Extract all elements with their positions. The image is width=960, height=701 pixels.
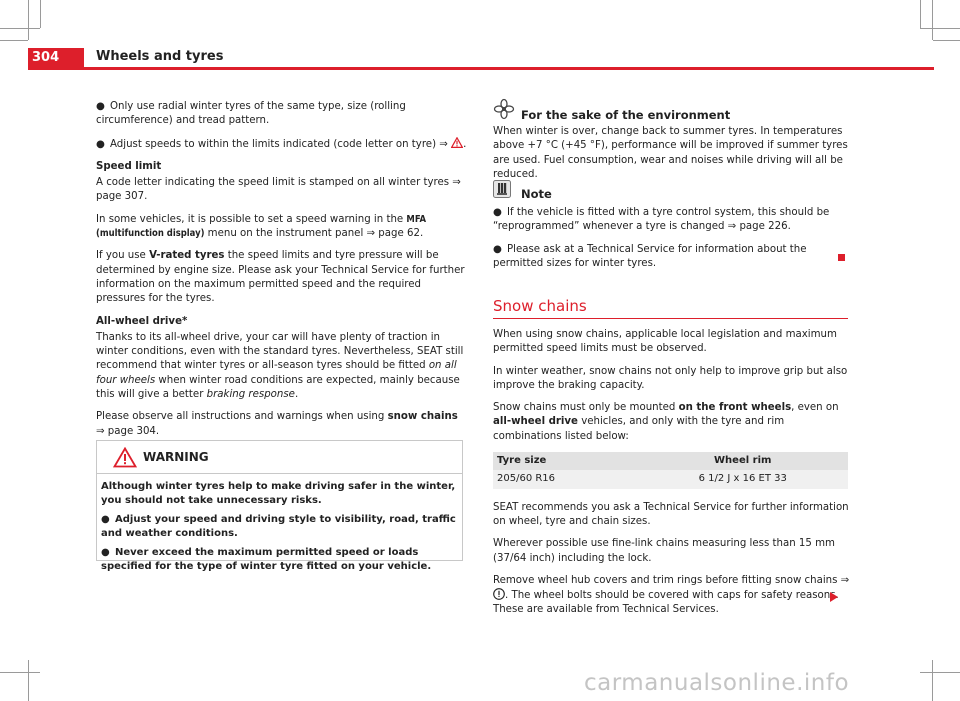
warning-header: [97, 441, 462, 474]
warning-triangle-icon: [113, 447, 137, 468]
speed-limit-text: A code letter indicating the speed limit is stamped on all winter tyres ⇒ page 307.: [96, 177, 461, 203]
snow-chains-p3: Snow chains must only be mounted on the front wheels, even on all-wheel drive vehicles, and only with the tyre and rim combinations listed below:: [493, 402, 839, 442]
table-cell: 6 1/2 J x 16 ET 33: [637, 470, 848, 488]
caution-circle-icon[interactable]: [493, 588, 505, 600]
environment-section: [493, 102, 853, 190]
crop-mark: [920, 28, 960, 29]
mfa-term: MFA (multifunction display): [96, 213, 427, 240]
table-cell: 205/60 R16: [493, 470, 637, 488]
left-column: [96, 100, 468, 447]
page-number: 304: [28, 48, 84, 68]
mfa-paragraph: In some vehicles, it is possible to set a speed warning in the MFA (multifunction display) menu on the instrument panel ⇒ page 62.: [96, 213, 427, 240]
note-item: ● Please ask at a Technical Service for information about the permitted sizes for winter tyres.: [493, 243, 807, 269]
snow-chains-p5: Wherever possible use fine-link chains measuring less than 15 mm (37/64 inch) including the lock.: [493, 538, 835, 564]
table-header-cell: Tyre size: [493, 452, 637, 470]
crop-mark: [0, 672, 40, 673]
crop-mark: [0, 28, 40, 29]
environment-text: When winter is over, change back to summer tyres. In temperatures above +7 °C (+45 °F), performance will be improved if summer tyres are used. Fuel consumption, wear and noises while driving will all be reduced.: [493, 126, 848, 180]
watermark: carmanualsonline.info: [584, 670, 850, 696]
warning-body: Although winter tyres help to make driving safer in the winter, you should not take unnecessary risks. ● Adjust your speed and driving style to visibility, road, traffic and weather conditions. ● Never exceed the maximum permitted speed or loads specified for the type of winter tyre fitted on your vehicle.: [101, 481, 456, 572]
warning-title: WARNING: [143, 450, 209, 464]
page-title: Wheels and tyres: [96, 49, 224, 64]
snow-chains-p2: In winter weather, snow chains not only help to improve grip but also improve the braking capacity.: [493, 365, 848, 391]
vrated-paragraph: If you use V-rated tyres the speed limits and tyre pressure will be determined by engine size. Please ask your Technical Service for further information on the maximum permitted speed and the required pressures for the tyres.: [96, 250, 465, 305]
header-rule: [28, 67, 934, 70]
note-title: Note: [521, 187, 552, 201]
warning-triangle-icon[interactable]: [451, 137, 463, 148]
crop-mark: [932, 0, 933, 40]
environment-title: For the sake of the environment: [521, 108, 731, 122]
crop-mark: [0, 40, 28, 41]
table-header-row: [493, 452, 848, 470]
table-header-cell: Wheel rim: [637, 452, 848, 470]
bullet-item: ● Adjust speeds to within the limits indicated (code letter on tyre) ⇒ .: [96, 138, 467, 150]
warning-box: [96, 440, 463, 572]
crop-mark: [28, 660, 29, 701]
environment-flower-icon: [493, 98, 515, 120]
section-rule: [493, 318, 848, 319]
chains-paragraph: Please observe all instructions and warnings when using snow chains ⇒ page 304.: [96, 411, 458, 437]
section-end-mark: [838, 254, 845, 261]
awd-paragraph: Thanks to its all-wheel drive, your car will have plenty of traction in winter conditions, even with the standard tyres. Nevertheless, SEAT still recommend that winter tyres or all-season tyres should be fitted on all four wheels when winter road conditions are expected, mainly because this will give a better braking response.: [96, 331, 464, 401]
continue-arrow-icon: [830, 592, 838, 602]
snow-chains-term: snow chains: [387, 411, 458, 423]
crop-mark: [932, 660, 933, 701]
crop-mark: [920, 0, 921, 28]
awd-heading: All-wheel drive*: [96, 315, 188, 327]
note-item: ● If the vehicle is fitted with a tyre control system, this should be “reprogrammed” whenever a tyre is changed ⇒ page 226.: [493, 207, 830, 233]
snow-chains-p1: When using snow chains, applicable local legislation and maximum permitted speed limits must be observed.: [493, 329, 837, 355]
crop-mark: [40, 0, 41, 28]
speed-limit-heading: Speed limit: [96, 160, 162, 172]
table-row: [493, 470, 848, 488]
snow-chains-title: Snow chains: [493, 297, 587, 315]
info-note-icon: [493, 180, 511, 198]
snow-chains-p4: SEAT recommends you ask a Technical Service for further information on wheel, tyre and chain sizes.: [493, 501, 849, 527]
snow-chains-body: [493, 328, 855, 626]
vrated-term: V-rated tyres: [149, 250, 225, 262]
bullet-item: ● Only use radial winter tyres of the same type, size (rolling circumference) and tread pattern.: [96, 101, 406, 127]
crop-mark: [933, 40, 960, 41]
crop-mark: [28, 0, 29, 40]
crop-mark: [920, 672, 960, 673]
note-section: [493, 180, 853, 279]
snow-chains-p6: Remove wheel hub covers and trim rings before fitting snow chains ⇒ . The wheel bolts should be covered with caps for safety reasons. These are available from Technical Services.: [493, 574, 850, 616]
tyre-rim-table: [493, 452, 848, 489]
